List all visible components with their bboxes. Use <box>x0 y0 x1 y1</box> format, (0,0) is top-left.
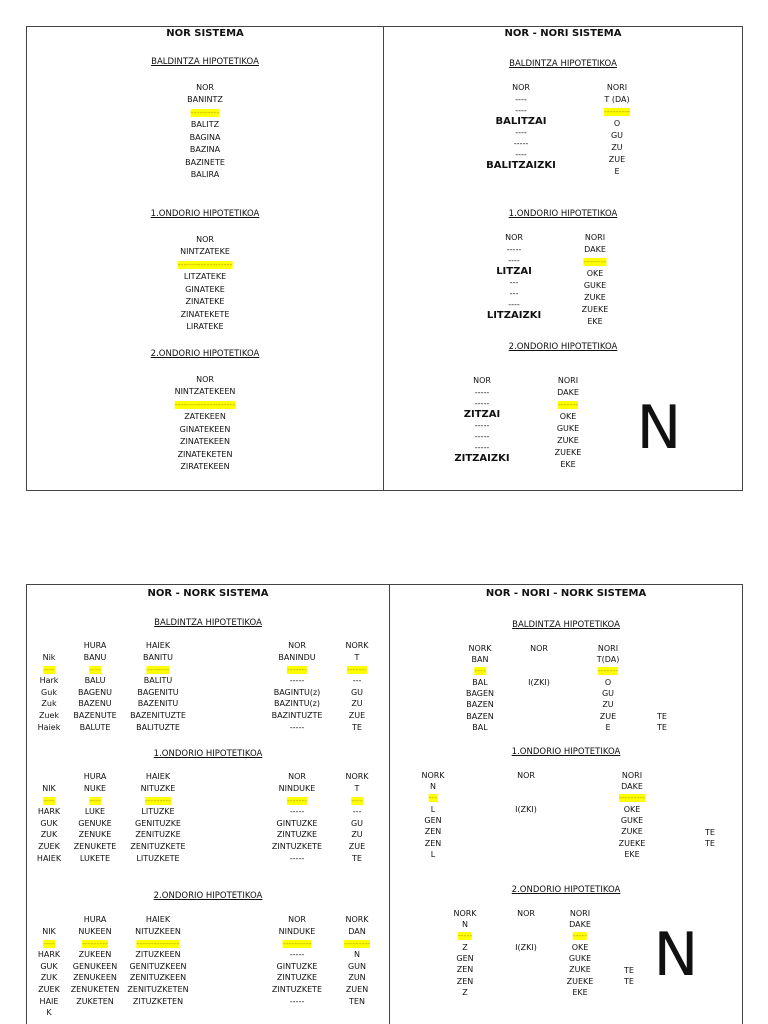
column-header: NOR <box>288 772 306 781</box>
nor-form: ----- <box>474 388 490 397</box>
nori-form: OKE <box>586 269 604 278</box>
table-cell: NUKE <box>83 784 107 793</box>
column-header-nor: NOR <box>196 235 214 244</box>
nor-form: ----- <box>474 421 490 430</box>
table-cell: GENITUZKEEN <box>129 961 187 971</box>
table-cell: ---- <box>351 795 363 805</box>
verb-form: ZIRATEKEEN <box>180 462 230 471</box>
verb-form: ---------- <box>190 107 220 117</box>
verb-form: BAZINETE <box>185 157 225 167</box>
table-cell: GUN <box>347 961 367 971</box>
table-cell: HARK <box>37 807 61 817</box>
verb-form: BALIRA <box>190 170 220 179</box>
table-cell: ZINTUZKETE <box>271 842 323 851</box>
table-cell: NIK <box>42 927 56 936</box>
table-cell: NINDUKE <box>278 927 316 936</box>
column-header-nori: NORI <box>557 376 579 385</box>
nor-form: --- <box>509 289 519 298</box>
nor-form: BALITZAIZKI <box>486 160 556 171</box>
big-letter-n: N <box>636 393 682 463</box>
table-cell: K <box>46 1008 52 1018</box>
table-cell: BAZENU <box>78 699 112 709</box>
table-cell: ZUKETEN <box>76 996 114 1006</box>
column-header-nork: NORK <box>421 771 445 780</box>
table-cell: ZENUKE <box>78 830 112 840</box>
nor-form: ---- <box>508 256 520 265</box>
table-cell: GENUKE <box>78 818 112 828</box>
panel-title: NOR - NORK SISTEMA <box>147 588 269 599</box>
nork-form: Z <box>462 942 468 952</box>
table-cell: ZINTUZKE <box>276 830 318 840</box>
nork-form: ---- <box>474 666 486 676</box>
table-cell: Zuk <box>41 699 57 709</box>
verb-form: BAZINA <box>189 145 221 154</box>
nork-form: GEN <box>424 815 442 825</box>
nor-form: ---- <box>508 300 520 309</box>
section-heading: BALDINTZA HIPOTETIKOA <box>512 620 620 630</box>
nori-form: ZUKE <box>569 965 591 975</box>
table-cell: ---- <box>89 664 101 674</box>
nor-form: ---- <box>515 128 527 137</box>
table-cell: ---- <box>43 664 55 674</box>
plural-suffix: TE <box>657 711 667 721</box>
table-cell: ----- <box>289 807 305 817</box>
nor-form: I(ZKI) <box>528 677 550 687</box>
nor-form: ----- <box>506 245 522 254</box>
nori-form: ZUEKE <box>554 448 582 457</box>
table-cell: ZITUZKEEN <box>135 950 181 960</box>
table-cell: ---------- <box>282 938 312 948</box>
section-heading: 2.ONDORIO HIPOTETIKOA <box>508 342 618 352</box>
column-header: HURA <box>83 772 107 781</box>
verb-form: LITZATEKE <box>183 272 227 281</box>
table-cell: BANITU <box>142 653 174 662</box>
nori-form: ZU <box>602 700 614 710</box>
table-cell: ----- <box>289 722 305 732</box>
nori-form: ------- <box>557 400 579 409</box>
section-heading: 1.ONDORIO HIPOTETIKOA <box>508 209 618 219</box>
table-cell: --------- <box>82 938 108 948</box>
table-cell: ZU <box>351 699 363 709</box>
table-cell: HARK <box>37 950 61 960</box>
table-cell: BAZINTUZTE <box>271 711 323 720</box>
column-header-nork: NORK <box>468 644 492 653</box>
nori-form: DAKE <box>621 782 643 791</box>
nor-form: ----- <box>474 432 490 441</box>
table-cell: --- <box>352 676 362 686</box>
verb-form: GINATEKE <box>185 284 225 294</box>
nor-form: BALITZAI <box>495 116 547 127</box>
table-cell: ---- <box>43 795 55 805</box>
section-heading: 1.ONDORIO HIPOTETIKOA <box>511 747 621 757</box>
nori-form: GUKE <box>556 424 580 433</box>
nori-form: GUKE <box>568 953 592 963</box>
nori-form: DAKE <box>569 920 591 929</box>
table-cell: --------- <box>344 938 370 948</box>
nori-form: EKE <box>560 460 576 469</box>
table-cell: ZUKEEN <box>78 950 112 960</box>
nori-form: ZUKE <box>557 436 579 445</box>
table-cell: ZUEK <box>38 842 60 851</box>
table-cell: ZENITUZKE <box>135 830 181 840</box>
column-header: NOR <box>288 915 306 924</box>
table-cell: BAZENITUZTE <box>130 711 186 720</box>
table-cell: ZUK <box>40 830 58 840</box>
table-cell: HAIE <box>39 996 59 1006</box>
table-cell: GU <box>350 687 364 697</box>
plural-suffix: TE <box>657 723 667 733</box>
column-header-nor: NOR <box>517 771 535 780</box>
table-cell: --------------- <box>136 938 180 948</box>
column-header: NORK <box>345 641 369 650</box>
table-cell: NINDUKE <box>278 784 316 793</box>
table-cell: ---- <box>89 795 101 805</box>
table-cell: LITUZKE <box>141 807 175 817</box>
column-header-nor: NOR <box>196 83 214 92</box>
nork-form: BAL <box>472 722 488 732</box>
nori-form: E <box>614 167 620 176</box>
table-cell: BAZENUTE <box>73 711 117 720</box>
nor-form: ---- <box>515 106 527 115</box>
nori-form: DAKE <box>557 388 579 397</box>
nori-form: ZUKE <box>621 827 643 837</box>
nori-form: GUKE <box>620 815 644 825</box>
column-header-nori: NORI <box>621 771 643 780</box>
nori-form: O <box>613 119 621 128</box>
nork-form: ZEN <box>456 965 474 975</box>
table-cell: NIK <box>42 784 56 793</box>
nork-form: N <box>430 782 436 791</box>
column-header: HURA <box>83 915 107 924</box>
section-heading: 1.ONDORIO HIPOTETIKOA <box>153 749 263 759</box>
table-cell: ------- <box>346 664 368 674</box>
panel-title: NOR - NORI SISTEMA <box>504 28 622 39</box>
bottom-panel-divider <box>389 584 390 1024</box>
nor-form: ---- <box>515 95 527 104</box>
nori-form: ZU <box>611 143 623 152</box>
column-header: NORK <box>345 915 369 924</box>
section-heading: BALDINTZA HIPOTETIKOA <box>154 618 262 628</box>
nori-form: EKE <box>587 317 603 326</box>
table-cell: BANINDU <box>278 653 316 662</box>
nork-form: BAZEN <box>466 711 494 721</box>
nork-form: BAL <box>472 677 488 687</box>
table-cell: GUK <box>40 818 58 828</box>
table-cell: NITUZKEEN <box>135 927 181 936</box>
top-panel <box>26 26 743 491</box>
column-header: HURA <box>83 641 107 650</box>
table-cell: BAGENITU <box>137 687 179 697</box>
big-letter-n: N <box>653 920 699 990</box>
table-cell: HAIEK <box>36 853 62 863</box>
table-cell: ZU <box>351 830 363 840</box>
verb-form: --------------------- <box>174 399 236 409</box>
verb-form: ZINATEKEEN <box>180 437 230 446</box>
nork-form: ----- <box>457 931 473 941</box>
column-header-nori: NORI <box>569 909 591 918</box>
column-header-nori: NORI <box>597 644 619 653</box>
table-cell: ----- <box>289 853 305 863</box>
nork-form: ZEN <box>424 838 442 848</box>
plural-suffix: TE <box>624 976 634 986</box>
table-cell: ---- <box>43 938 55 948</box>
verb-form: ZINATEKE <box>185 297 225 306</box>
column-header-nori: NORI <box>584 233 606 242</box>
verb-form: BALITZ <box>190 120 220 129</box>
table-cell: GINTUZKE <box>276 961 318 971</box>
column-header-nor: NOR <box>517 909 535 918</box>
table-cell: ZUEN <box>345 985 369 994</box>
table-cell: BALITUZTE <box>136 722 180 732</box>
column-header: NORK <box>345 772 369 781</box>
nori-form: OKE <box>559 412 577 421</box>
nor-form: ---- <box>515 150 527 159</box>
nori-form: EKE <box>624 849 640 859</box>
table-cell: ZITUZKETEN <box>132 996 184 1006</box>
table-cell: ZENITUZKETEN <box>127 985 189 994</box>
panel-title: NOR - NORI - NORK SISTEMA <box>485 588 647 599</box>
nor-form: LITZAIZKI <box>486 310 542 321</box>
table-cell: LITUZKETE <box>136 853 180 863</box>
table-cell: ------- <box>286 795 308 805</box>
section-heading: 2.ONDORIO HIPOTETIKOA <box>153 891 263 901</box>
nori-form: T (DA) <box>604 95 630 104</box>
nork-form: N <box>462 920 468 929</box>
table-cell: GUK <box>40 961 58 971</box>
nork-form: GEN <box>456 953 474 963</box>
nori-form: ----- <box>572 931 588 941</box>
table-cell: ZUK <box>40 973 58 983</box>
column-header-nor: NOR <box>512 83 530 92</box>
nori-form: ZUEKE <box>581 305 609 314</box>
nor-form: --- <box>509 278 519 287</box>
table-cell: ----- <box>289 950 305 960</box>
table-cell: ----- <box>289 676 305 686</box>
table-cell: BAZENITU <box>137 699 179 709</box>
nori-form: ZUE <box>599 711 617 721</box>
table-cell: ZENUKETE <box>73 842 117 851</box>
nori-form: GU <box>601 688 615 698</box>
nori-form: OKE <box>571 942 589 952</box>
nori-form: -------- <box>583 257 607 266</box>
section-heading: BALDINTZA HIPOTETIKOA <box>509 59 617 69</box>
table-cell: BAZINTU(z) <box>274 699 320 709</box>
column-header-nor: NOR <box>530 644 548 653</box>
table-cell: ZUEK <box>38 985 60 994</box>
nork-form: BAN <box>471 655 489 664</box>
table-cell: GU <box>350 818 364 828</box>
nork-form: BAGEN <box>465 688 495 698</box>
table-cell: N <box>354 950 360 960</box>
verb-form: NINTZATEKE <box>180 247 230 256</box>
nork-form: ZEN <box>424 827 442 837</box>
nori-form: ZUEKE <box>566 976 594 986</box>
table-cell: ZUE <box>348 711 366 720</box>
nori-form: E <box>605 722 611 732</box>
verb-form: BANINTZ <box>187 95 223 104</box>
nor-form: ZITZAI <box>463 409 501 420</box>
nori-form: OKE <box>623 804 641 814</box>
table-cell: Nik <box>42 653 56 662</box>
column-header-nor: NOR <box>196 375 214 384</box>
table-cell: --------- <box>145 795 171 805</box>
nor-form: I(ZKI) <box>515 804 537 814</box>
nork-form: Z <box>462 987 468 997</box>
table-cell: NITUZKE <box>140 784 176 793</box>
section-heading: 1.ONDORIO HIPOTETIKOA <box>150 209 260 219</box>
nor-form: ----- <box>474 443 490 452</box>
table-cell: GINTUZKE <box>276 818 318 828</box>
nor-form: I(ZKI) <box>515 942 537 952</box>
table-cell: BALITU <box>143 676 173 686</box>
verb-form: ZINATEKETEN <box>177 449 233 459</box>
column-header-nori: NORI <box>606 83 628 92</box>
table-cell: BANU <box>83 653 107 662</box>
table-cell: LUKETE <box>79 853 111 863</box>
table-cell: T <box>354 784 360 793</box>
nori-form: GU <box>610 131 624 140</box>
nori-form: ZUE <box>608 155 626 164</box>
table-cell: ZUN <box>348 973 366 983</box>
table-cell: TEN <box>349 996 365 1006</box>
table-cell: ZINTUZKE <box>276 973 318 983</box>
table-cell: DAN <box>348 927 366 936</box>
nor-form: ----- <box>474 399 490 408</box>
verb-form: LIRATEKE <box>186 322 224 331</box>
table-cell: BAGINTU(z) <box>273 687 321 697</box>
nori-form: ZUKE <box>584 293 606 302</box>
nor-form: LITZAI <box>496 266 532 277</box>
table-cell: -------- <box>146 664 170 674</box>
table-cell: LUKE <box>84 807 106 817</box>
verb-form: NINTZATEKEEN <box>174 387 236 396</box>
verb-form: ------------------- <box>177 259 233 269</box>
table-cell: Guk <box>41 687 57 697</box>
section-heading: 2.ONDORIO HIPOTETIKOA <box>511 885 621 895</box>
column-header-nor: NOR <box>473 376 491 385</box>
table-cell: BALU <box>84 676 106 686</box>
nork-form: L <box>430 804 436 814</box>
verb-form: ZINATEKETE <box>180 309 230 319</box>
plural-suffix: TE <box>624 965 634 975</box>
column-header: NOR <box>288 641 306 650</box>
column-header: HAIEK <box>145 772 171 781</box>
column-header: HAIEK <box>145 915 171 924</box>
nori-form: --------- <box>604 107 630 116</box>
nor-form: ZITZAIZKI <box>454 453 510 464</box>
table-cell: ZUE <box>348 842 366 851</box>
table-cell: T <box>354 653 360 662</box>
plural-suffix: TE <box>705 827 715 837</box>
table-cell: GENUKEEN <box>72 961 118 971</box>
table-cell: TE <box>352 722 362 732</box>
table-cell: ZENUKETEN <box>70 985 120 994</box>
section-heading: BALDINTZA HIPOTETIKOA <box>151 57 259 67</box>
verb-form: BAGINA <box>189 132 221 142</box>
table-cell: Hark <box>39 676 59 686</box>
nori-form: ZUEKE <box>618 838 646 848</box>
nork-form: ZEN <box>456 976 474 986</box>
nori-form: GUKE <box>583 281 607 290</box>
table-cell: ----- <box>289 996 305 1006</box>
nori-form: O <box>604 677 612 687</box>
nork-form: --- <box>428 793 438 803</box>
verb-form: ZATEKEEN <box>184 412 226 421</box>
table-cell: ZENITUZKETE <box>130 842 186 851</box>
nori-form: EKE <box>572 987 588 997</box>
nori-form: T(DA) <box>596 655 620 664</box>
nori-form: --------- <box>619 793 645 803</box>
table-cell: Haiek <box>37 722 61 732</box>
top-panel-divider <box>383 26 384 491</box>
panel-title: NOR SISTEMA <box>166 28 244 39</box>
section-heading: 2.ONDORIO HIPOTETIKOA <box>150 349 260 359</box>
table-cell: ZENITUZKEEN <box>129 973 187 983</box>
table-cell: TE <box>352 853 362 863</box>
column-header: HAIEK <box>145 641 171 650</box>
nork-form: L <box>430 849 436 859</box>
table-cell: ZINTUZKETE <box>271 985 323 994</box>
column-header-nor: NOR <box>505 233 523 242</box>
table-cell: --- <box>352 807 362 817</box>
plural-suffix: TE <box>705 838 715 848</box>
nor-form: ----- <box>513 139 529 148</box>
table-cell: BAGENU <box>78 687 112 697</box>
table-cell: NUKEEN <box>78 927 112 936</box>
nori-form: DAKE <box>584 245 606 254</box>
nori-form: ------- <box>597 666 619 676</box>
table-cell: GENITUZKE <box>135 818 181 828</box>
table-cell: ------- <box>286 664 308 674</box>
column-header-nork: NORK <box>453 909 477 918</box>
table-cell: BALUTE <box>79 722 111 732</box>
table-cell: ZENUKEEN <box>73 973 117 983</box>
verb-form: GINATEKEEN <box>179 424 231 434</box>
table-cell: Zuek <box>38 711 60 720</box>
nork-form: BAZEN <box>466 700 494 710</box>
